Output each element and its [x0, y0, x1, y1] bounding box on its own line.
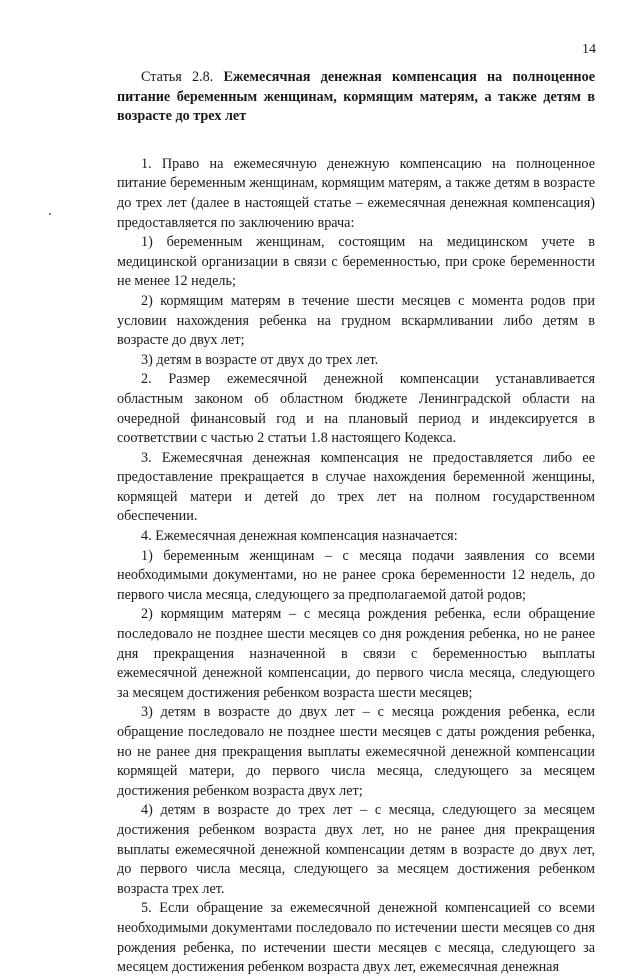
- paragraph-4-item-1: 1) беременным женщинам – с месяца подачи заявления со всеми необходимыми документами, но не ранее срока беременности 12 недель, до первого числа месяца, следующего за предполагаемой датой родов;: [117, 547, 595, 603]
- paragraph-1: 1. Право на ежемесячную денежную компенсацию на полноценное питание беременным женщинам, кормящим матерям, а также детям в возрасте до трех лет (далее в настоящей статье – ежемесячная денежная компенсация) предоставляется по заключению врача:: [117, 155, 595, 231]
- paragraph-3: 3. Ежемесячная денежная компенсация не предоставляется либо ее предоставление прекращается в случае нахождения беременной женщины, кормящей матери и детей до трех лет на полном государственном обеспечении.: [117, 449, 595, 525]
- article-heading: [117, 68, 595, 127]
- paragraph-2: 2. Размер ежемесячной денежной компенсации устанавливается областным законом об областном бюджете Ленинградской области на очередной финансовый год и на плановый период и индексируется в соответствии с частью 2 статьи 1.8 настоящего Кодекса.: [117, 371, 595, 447]
- paragraph-4: 4. Ежемесячная денежная компенсация назначается:: [141, 528, 458, 545]
- article-number: Статья 2.8.: [141, 69, 214, 85]
- article-title: Ежемесячная денежная компенсация на полноценное питание беременным женщинам, кормящим матерям, а также детям в возрасте до трех лет: [117, 69, 595, 125]
- margin-mark: [49, 213, 51, 215]
- paragraph-4-item-3: 3) детям в возрасте до двух лет – с месяца рождения ребенка, если обращение последовало не позднее шести месяцев с даты рождения ребенка, но не ранее дня прекращения выплаты ежемесячной денежной компенсации кормящей матери, до первого числа месяца, следующего за месяцем достижения ребенком возраста двух лет;: [117, 704, 595, 799]
- paragraph-4-item-2: 2) кормящим матерям – с месяца рождения ребенка, если обращение последовало не позднее шести месяцев со дня рождения ребенка, но не ранее дня прекращения назначенной в связи с беременностью выплаты ежемесячной денежной компенсации, до первого числа месяца, следующего за месяцем достижения ребенком возраста шести месяцев;: [117, 606, 595, 701]
- page-number: 14: [582, 42, 596, 57]
- article-body: [117, 68, 595, 978]
- paragraph-1-item-1: 1) беременным женщинам, состоящим на медицинском учете в медицинской организации в связи с беременностью, при сроке беременности не менее 12 недель;: [117, 234, 595, 290]
- paragraph-4-item-4: 4) детям в возрасте до трех лет – с месяца, следующего за месяцем достижения ребенком возраста двух лет, но не ранее дня прекращения выплаты ежемесячной денежной компенсации детям в возрасте до двух лет, до первого числа месяца, следующего за месяцем достижения ребенком возраста трех лет.: [117, 802, 595, 897]
- paragraph-1-item-2: 2) кормящим матерям в течение шести месяцев с момента родов при условии нахождения ребенка на грудном вскармливании либо детям в возрасте до двух лет;: [117, 292, 595, 349]
- paragraph-1-item-3: 3) детям в возрасте от двух до трех лет.: [141, 351, 379, 368]
- paragraph-5: 5. Если обращение за ежемесячной денежной компенсацией со всеми необходимыми документами последовало по истечении шести месяцев со дня рождения ребенка, по истечении шести месяцев с месяца, следующего за месяцем достижения ребенком возраста двух лет, ежемесячная денежная: [117, 900, 595, 976]
